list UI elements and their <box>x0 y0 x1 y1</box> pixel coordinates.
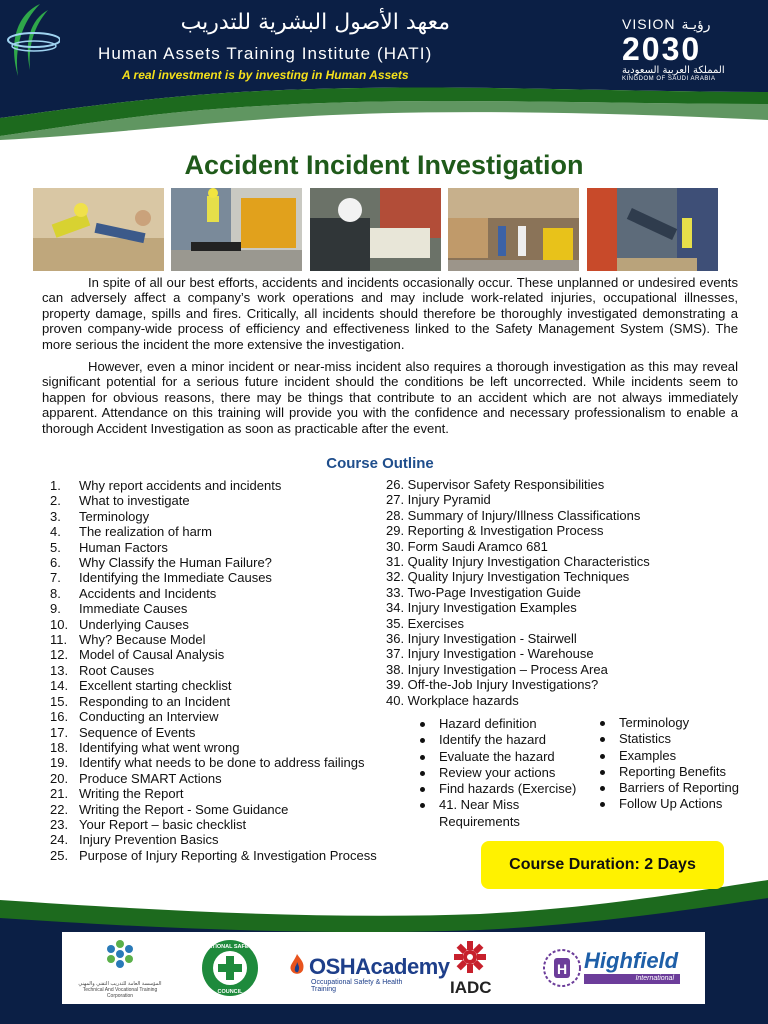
bullet-item: Identify the hazard <box>418 732 576 748</box>
list-item: 13. Root Causes <box>50 662 155 678</box>
list-item: 36. Injury Investigation - Stairwell <box>386 631 577 647</box>
list-item: 33. Two-Page Investigation Guide <box>386 584 581 600</box>
warehouse-fall-photo <box>587 188 718 271</box>
highfield-subtitle: International <box>584 974 680 984</box>
list-item: 35. Exercises <box>386 615 465 631</box>
header-banner <box>0 0 768 140</box>
worker-fall-photo <box>33 188 164 271</box>
bullet-item: Barriers of Reporting <box>598 780 739 796</box>
bullet-item: Hazard definition <box>418 716 576 732</box>
list-item: 9. Immediate Causes <box>50 601 188 617</box>
list-item: 24. Injury Prevention Basics <box>50 832 219 848</box>
list-item: 1. Why report accidents and incidents <box>50 478 282 493</box>
osh-subtitle: Occupational Safety & Health Training <box>311 979 403 993</box>
near-miss-sublist <box>598 715 739 813</box>
bullet-item: Terminology <box>598 715 739 731</box>
list-item: 22. Writing the Report - Some Guidance <box>50 801 289 817</box>
oshacademy-logo <box>287 932 450 1004</box>
institute-tagline: A real investment is by investing in Human Assets <box>122 68 409 82</box>
iadc-logo <box>445 932 495 1004</box>
list-item: 14. Excellent starting checklist <box>50 678 232 694</box>
list-item: 23. Your Report – basic checklist <box>50 816 247 832</box>
photo-strip <box>33 188 718 271</box>
list-item: 18. Identifying what went wrong <box>50 739 240 755</box>
investigator-photo <box>310 188 441 271</box>
list-item: 21. Writing the Report <box>50 786 184 802</box>
intro-text <box>42 275 738 443</box>
bullet-item: Review your actions <box>418 765 576 781</box>
list-item: 27. Injury Pyramid <box>386 492 491 508</box>
list-item: 10. Underlying Causes <box>50 616 189 632</box>
highfield-logo <box>542 932 692 1004</box>
list-item: 8. Accidents and Incidents <box>50 585 217 601</box>
list-item: 19. Identify what needs to be done to address failings <box>50 755 365 771</box>
vision-year: 2030 <box>622 31 702 67</box>
iadc-name: IADC <box>450 978 492 997</box>
laurel-h-icon <box>542 948 582 988</box>
list-item: 20. Produce SMART Actions <box>50 770 222 786</box>
tvtc-arabic-name: المؤسسة العامة للتدريب التقني والمهني <box>78 981 162 987</box>
highfield-name: Highfield <box>584 948 679 973</box>
list-item: 6. Why Classify the Human Failure? <box>50 555 272 571</box>
flame-icon <box>287 954 307 976</box>
list-item: 17. Sequence of Events <box>50 724 196 740</box>
list-item: 40. Workplace hazards <box>386 692 519 708</box>
safety-cross-icon <box>200 938 260 998</box>
list-item: 4. The realization of harm <box>50 524 212 540</box>
course-duration-badge: Course Duration: 2 Days <box>481 841 724 889</box>
list-item: 28. Summary of Injury/Illness Classifications <box>386 507 641 523</box>
nsc-bottom-label: COUNCIL <box>217 989 243 995</box>
bullet-item: Examples <box>598 748 739 764</box>
vision-2030-logo <box>622 16 742 82</box>
hati-logo-icon <box>0 0 60 80</box>
institute-english-name: Human Assets Training Institute (HATI) <box>98 44 433 63</box>
page-title: Accident Incident Investigation <box>184 150 584 180</box>
bullet-item: 41. Near Miss <box>418 797 576 813</box>
warehouse-photo <box>448 188 579 271</box>
list-item: 34. Injury Investigation Examples <box>386 600 577 616</box>
list-item: 26. Supervisor Safety Responsibilities <box>386 477 605 492</box>
tvtc-logo <box>70 932 170 1004</box>
svg-text:H: H <box>556 961 568 977</box>
list-item: 25. Purpose of Injury Reporting & Investigation Process <box>50 847 377 863</box>
course-outline-heading: Course Outline <box>326 455 434 472</box>
vision-arabic: رؤيـة <box>681 17 711 33</box>
list-item: 38. Injury Investigation – Process Area <box>386 661 608 677</box>
list-item: 5. Human Factors <box>50 539 168 555</box>
iadc-cog-icon <box>450 940 490 974</box>
partner-logos <box>62 932 705 1004</box>
nsc-top-label: NATIONAL SAFETY <box>204 944 256 950</box>
bullet-item: Statistics <box>598 731 739 747</box>
bullet-item: Requirements <box>439 813 520 829</box>
osh-name: OSHAcademy <box>309 954 450 979</box>
workplace-hazards-sublist <box>418 716 576 830</box>
list-item: 7. Identifying the Immediate Causes <box>50 570 272 586</box>
vision-label: VISION <box>622 16 676 32</box>
vision-kingdom: KINGDOM OF SAUDI ARABIA <box>622 76 716 82</box>
list-item: 15. Responding to an Incident <box>50 693 231 709</box>
intro-paragraph: In spite of all our best efforts, accidents and incidents occasionally occur. These unplanned or undesired events can adversely affect a company’s work operations and may include work-related injuries, occupational illnesses, property damage, spills and fires. Critically, all incidents should therefore be thoroughly investigated demonstrating a proven company-wide process of efficiency and effectiveness linked to the Safety Management System (SMS). The more serious the incident the more extensive the investigation. <box>42 275 738 352</box>
national-safety-council-logo <box>200 932 260 1004</box>
list-item: 30. Form Saudi Aramco 681 <box>386 538 548 554</box>
bullet-item: Reporting Benefits <box>598 764 739 780</box>
tvtc-name: Technical And Vocational Training Corporation <box>82 987 158 999</box>
list-item: 31. Quality Injury Investigation Characteristics <box>386 554 650 570</box>
list-item: 29. Reporting & Investigation Process <box>386 523 604 539</box>
bullet-item: Follow Up Actions <box>598 796 739 812</box>
intro-paragraph: However, even a minor incident or near-miss incident also requires a thorough investigation as this may reveal significant potential for a serious future incident should the conditions be left uncorrected. While incidents seem to happen for obvious reasons, there may be things that contribute to an accident which are not always immediately apparent. Attendance on this training will provide you with the confidence and necessary professionalism to enable a thorough Accident Investigation as soon as practicable after the event. <box>42 359 738 436</box>
list-item: 2. What to investigate <box>50 493 190 509</box>
outline-list-left <box>50 478 410 863</box>
list-item: 16. Conducting an Interview <box>50 709 219 725</box>
worker-down-photo <box>171 188 302 271</box>
bullet-item: Evaluate the hazard <box>418 749 576 765</box>
tvtc-icon <box>70 932 170 976</box>
list-item: 32. Quality Injury Investigation Techniques <box>386 569 630 585</box>
vision-kingdom-arabic: المملكة العربية السعودية <box>622 65 725 76</box>
list-item: 37. Injury Investigation - Warehouse <box>386 646 594 662</box>
list-item: 3. Terminology <box>50 508 150 524</box>
list-item: 11. Why? Because Model <box>50 632 206 648</box>
outline-list-right <box>386 477 726 708</box>
list-item: 39. Off-the-Job Injury Investigations? <box>386 677 599 693</box>
list-item: 12. Model of Causal Analysis <box>50 647 225 663</box>
institute-arabic-name: معهد الأصول البشرية للتدريب <box>180 10 450 35</box>
bullet-item: Find hazards (Exercise) <box>418 781 576 797</box>
